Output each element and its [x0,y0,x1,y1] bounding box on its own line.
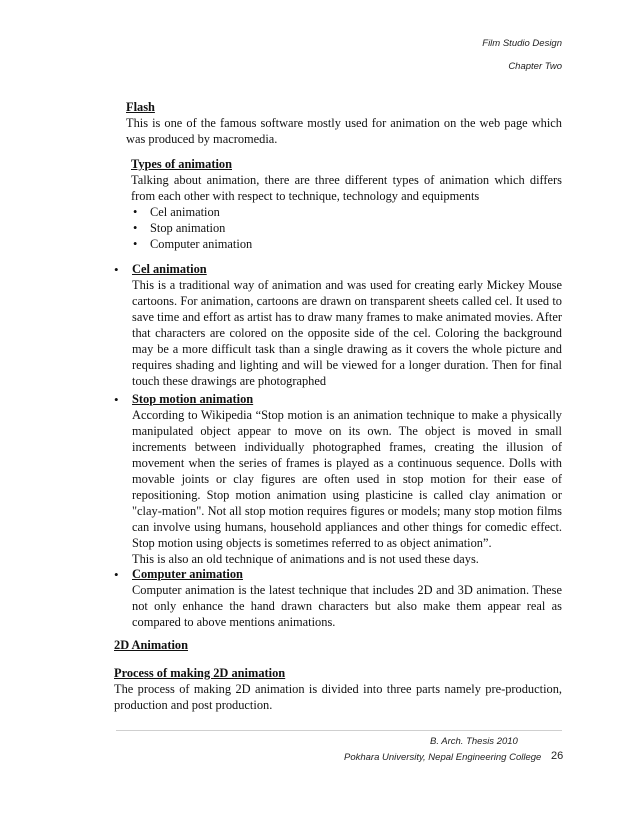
footer-institution: Pokhara University, Nepal Engineering College [344,752,542,763]
types-heading: Types of animation [131,157,232,171]
list-item: • Cel animation [131,204,562,220]
process-heading: Process of making 2D animation [114,666,286,680]
page-number: 26 [551,750,564,762]
types-paragraph: Talking about animation, there are three different types of animation which differs from each other with respect to technique, technology and equipments [131,173,562,203]
computer-paragraph: Computer animation is the latest technique that includes 2D and 3D animation. These not only enhance the hand drawn characters but also make them appear real as compared to above mentions animations. [132,583,562,629]
flash-heading: Flash [126,100,155,114]
twod-section [114,638,562,653]
stop-motion-note: This is also an old technique of animations and is not used these days. [132,552,479,566]
process-paragraph: The process of making 2D animation is divided into three parts namely pre-production, production and post production. [114,682,562,712]
cel-heading: Cel animation [132,262,207,276]
footer-thesis: B. Arch. Thesis 2010 [430,736,518,747]
computer-section [114,567,562,630]
running-header-chapter: Chapter Two [508,61,562,72]
running-header-title: Film Studio Design [482,38,562,49]
stop-motion-section [114,392,562,567]
process-section [114,666,562,713]
types-section [131,157,562,252]
twod-heading: 2D Animation [114,638,189,652]
computer-heading: Computer animation [132,567,243,581]
list-item: • Computer animation [131,236,562,252]
list-item: • Stop animation [131,220,562,236]
types-list [131,204,562,252]
bullet-icon: • [114,567,119,582]
cel-paragraph: This is a traditional way of animation and was used for creating early Mickey Mouse cartoons. For animation, cartoons are drawn on transparent sheets called cel. It used to save time and effort as artist has to draw many frames to make animated movies. After that characters are colored on the opposite side of the cel. Coloring the background may be a more difficult task than a single drawing as it covers the whole picture and requires shading and lighting and will be viewed for a longer duration. Then for final touch these drawings are photographed [132,278,562,388]
flash-paragraph: This is one of the famous software mostly used for animation on the web page which was produced by macromedia. [126,116,562,146]
stop-motion-heading: Stop motion animation [132,392,254,406]
cel-section [114,262,562,389]
stop-motion-paragraph: According to Wikipedia “Stop motion is an animation technique to make a physically manipulated object appear to move on its own. The object is moved in small increments between individually photographed frames, creating the illusion of movement when the series of frames is played as a continuous sequence. Dolls with movable joints or clay figures are often used in stop motion for their ease of repositioning. Stop motion animation using plasticine is called clay animation or "clay-mation". Not all stop motion requires figures or models; many stop motion films can involve using humans, household appliances and other things for comedic effect. Stop motion using objects is sometimes referred to as object animation”. [132,408,562,550]
flash-section [126,100,562,147]
bullet-icon: • [114,392,119,407]
footer-divider [116,730,562,731]
bullet-icon: • [114,262,119,277]
